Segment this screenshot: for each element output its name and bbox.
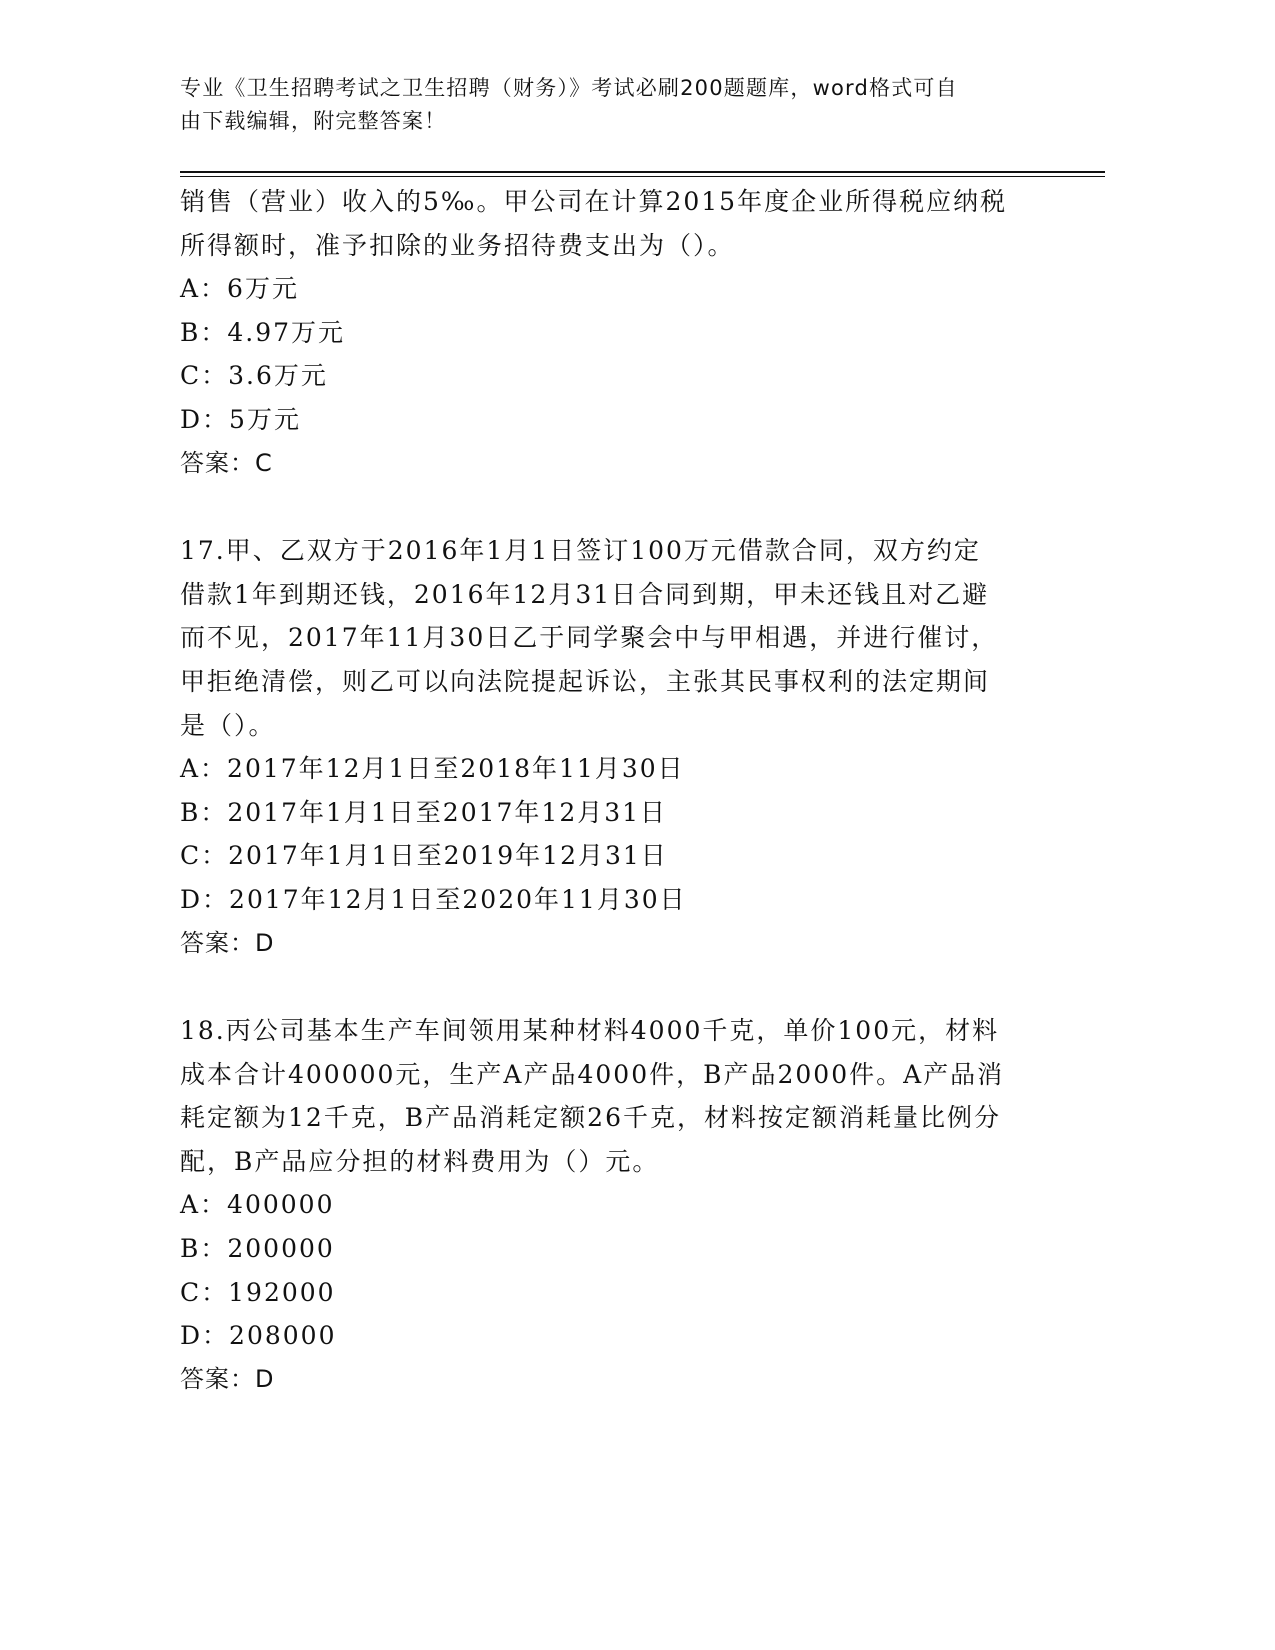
question-16-text-line-1: 销售（营业）收入的5‰。甲公司在计算2015年度企业所得税应纳税 (180, 187, 1008, 216)
question-17-text-line-4: 甲拒绝清偿，则乙可以向法院提起诉讼，主张其民事权利的法定期间 (180, 666, 991, 696)
question-17 (180, 529, 1050, 965)
question-list (180, 180, 1050, 1401)
question-18-option-d: D：208000 (180, 1321, 337, 1351)
header-line-1: 专业《卫生招聘考试之卫生招聘（财务）》考试必刷200题题库，word格式可自 (180, 76, 958, 100)
question-18 (180, 1009, 1050, 1401)
question-16-option-c: C：3.6万元 (180, 361, 328, 391)
question-17-option-b: B：2017年1月1日至2017年12月31日 (180, 797, 668, 827)
question-18-option-a: A：400000 (180, 1190, 335, 1220)
question-16-option-a: A：6万元 (180, 274, 299, 304)
question-16 (180, 180, 1050, 485)
header-divider-thin (180, 176, 1105, 177)
spacer (180, 965, 1050, 1009)
question-16-answer: 答案：C (180, 448, 273, 477)
question-16-option-d: D：5万元 (180, 404, 301, 434)
question-18-text-line-3: 耗定额为12千克，B产品消耗定额26千克，材料按定额消耗量比例分 (180, 1103, 1001, 1133)
question-18-option-c: C：192000 (180, 1277, 336, 1307)
question-17-option-d: D：2017年12月1日至2020年11月30日 (180, 884, 687, 914)
question-17-text-line-2: 借款1年到期还钱，2016年12月31日合同到期，甲未还钱且对乙避 (180, 579, 990, 609)
question-17-text-line-5: 是（）。 (180, 710, 276, 740)
question-18-text-line-4: 配，B产品应分担的材料费用为（）元。 (180, 1146, 660, 1176)
question-16-text-line-2: 所得额时，准予扣除的业务招待费支出为（）。 (180, 230, 735, 260)
question-17-option-a: A：2017年12月1日至2018年11月30日 (180, 754, 685, 784)
question-17-text-line-1: 17.甲、乙双方于2016年1月1日签订100万元借款合同，双方约定 (180, 536, 981, 566)
question-18-text-line-2: 成本合计400000元，生产A产品4000件，B产品2000件。A产品消 (180, 1059, 1005, 1089)
document-header (180, 72, 1040, 138)
question-18-text-line-1: 18.丙公司基本生产车间领用某种材料4000千克，单价100元，材料 (180, 1016, 1000, 1046)
question-18-answer: 答案：D (180, 1364, 275, 1393)
header-line-2: 由下载编辑，附完整答案！ (180, 109, 447, 133)
question-17-option-c: C：2017年1月1日至2019年12月31日 (180, 841, 668, 871)
question-16-option-b: B：4.97万元 (180, 317, 346, 347)
header-divider-thick (180, 171, 1105, 173)
spacer (180, 485, 1050, 529)
question-17-answer: 答案：D (180, 928, 275, 957)
question-18-option-b: B：200000 (180, 1234, 335, 1264)
question-17-text-line-3: 而不见，2017年11月30日乙于同学聚会中与甲相遇，并进行催讨， (180, 623, 999, 653)
